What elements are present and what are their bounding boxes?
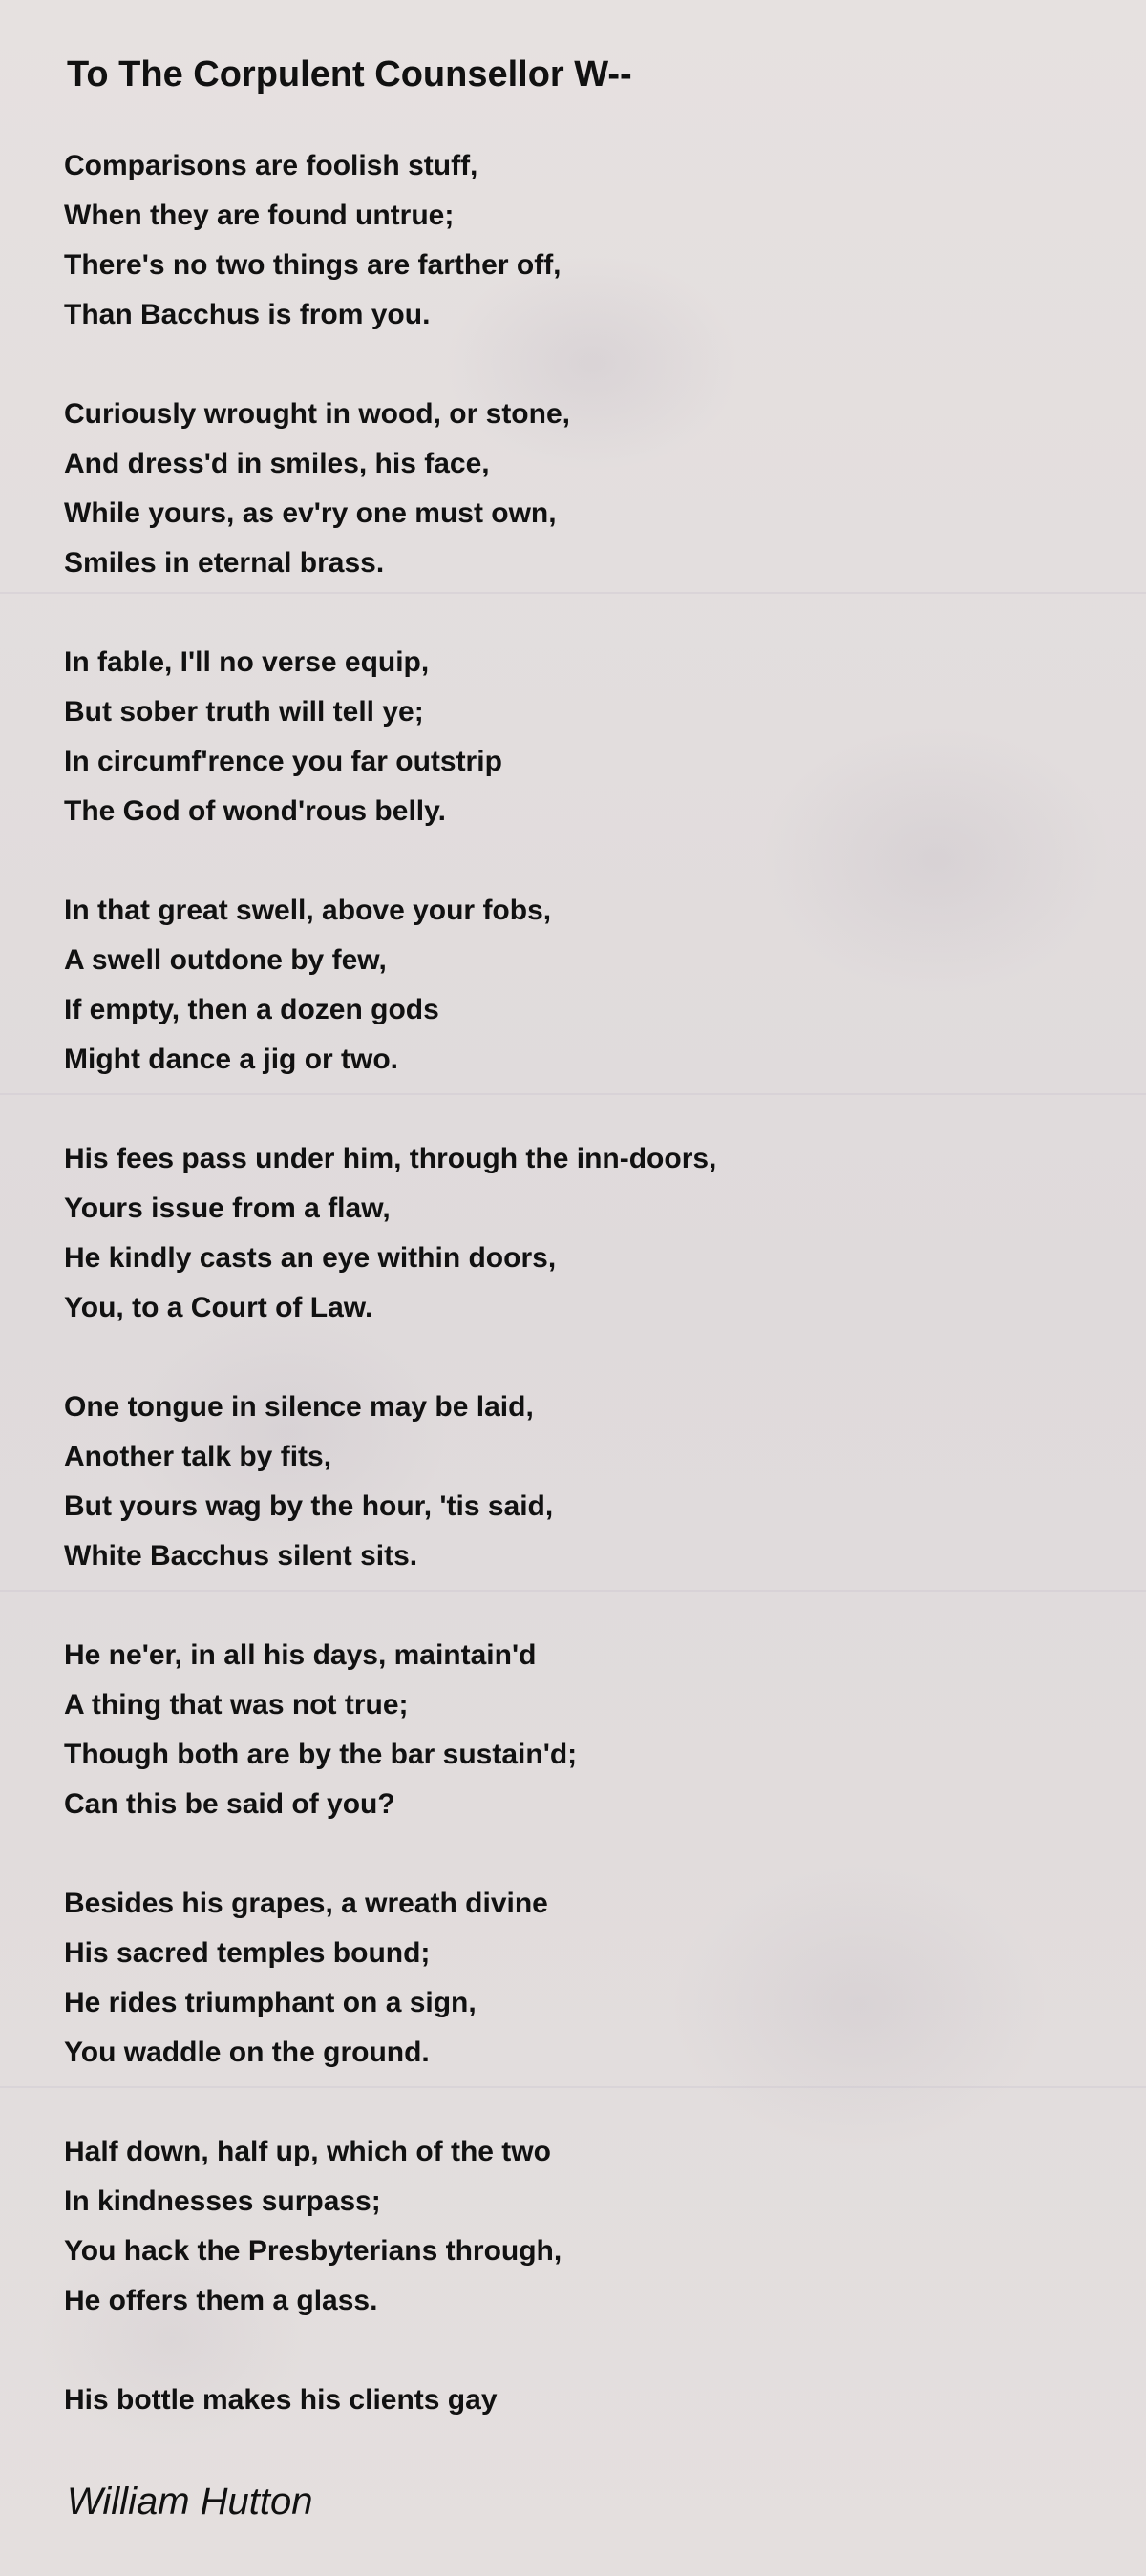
poem-line: His bottle makes his clients gay [64, 2384, 498, 2416]
poem-line: Yours issue from a flaw, [64, 1193, 391, 1224]
stanza [64, 390, 1095, 588]
poem-line: The God of wond'rous belly. [64, 795, 446, 827]
stanza [64, 1879, 1095, 2078]
stanza [64, 1134, 1095, 1333]
poem-line: You waddle on the ground. [64, 2037, 430, 2068]
poem-line: Besides his grapes, a wreath divine [64, 1888, 548, 1919]
poem-line: You, to a Court of Law. [64, 1292, 373, 1323]
poem-line: In kindnesses surpass; [64, 2185, 381, 2217]
poem-line: His sacred temples bound; [64, 1937, 431, 1969]
poem-line: In that great swell, above your fobs, [64, 895, 552, 926]
poem-line: A swell outdone by few, [64, 944, 387, 976]
poem-line: A thing that was not true; [64, 1689, 409, 1721]
poem-line: He ne'er, in all his days, maintain'd [64, 1639, 537, 1671]
poem-line: Might dance a jig or two. [64, 1044, 399, 1075]
poem-line: His fees pass under him, through the inn-doors, [64, 1143, 717, 1174]
stanza [64, 886, 1095, 1085]
poem-line: But yours wag by the hour, 'tis said, [64, 1490, 554, 1522]
poem-line: Another talk by fits, [64, 1441, 332, 1472]
poem-line: In fable, I'll no verse equip, [64, 646, 430, 678]
poem-line: There's no two things are farther off, [64, 249, 562, 281]
poem-line: One tongue in silence may be laid, [64, 1391, 534, 1423]
poem-line: Comparisons are foolish stuff, [64, 150, 478, 181]
poem-title: To The Corpulent Counsellor W-- [67, 54, 632, 95]
poem-line: He offers them a glass. [64, 2285, 378, 2316]
poem-line: Half down, half up, which of the two [64, 2136, 551, 2167]
poem-line: When they are found untrue; [64, 200, 455, 231]
poem-line: Can this be said of you? [64, 1788, 395, 1820]
poem-line: But sober truth will tell ye; [64, 696, 424, 728]
poem-body [64, 141, 1095, 2475]
poem-line: He rides triumphant on a sign, [64, 1987, 477, 2018]
poem-line: White Bacchus silent sits. [64, 1540, 418, 1572]
poem-line: Smiles in eternal brass. [64, 547, 385, 579]
poem-line: You hack the Presbyterians through, [64, 2235, 562, 2267]
stanza [64, 141, 1095, 340]
stanza [64, 1383, 1095, 1581]
poem-author: William Hutton [67, 2481, 313, 2523]
poem-line: While yours, as ev'ry one must own, [64, 497, 557, 529]
poem-line: In circumf'rence you far outstrip [64, 746, 502, 777]
poem-line: Than Bacchus is from you. [64, 299, 431, 330]
poem-line: And dress'd in smiles, his face, [64, 448, 490, 479]
stanza [64, 1631, 1095, 1829]
poem-line: Curiously wrought in wood, or stone, [64, 398, 570, 430]
poem-line: Though both are by the bar sustain'd; [64, 1739, 578, 1770]
stanza [64, 2127, 1095, 2326]
poem-line: If empty, then a dozen gods [64, 994, 439, 1025]
poem-line: He kindly casts an eye within doors, [64, 1242, 557, 1274]
stanza [64, 638, 1095, 836]
stanza [64, 2375, 1095, 2425]
